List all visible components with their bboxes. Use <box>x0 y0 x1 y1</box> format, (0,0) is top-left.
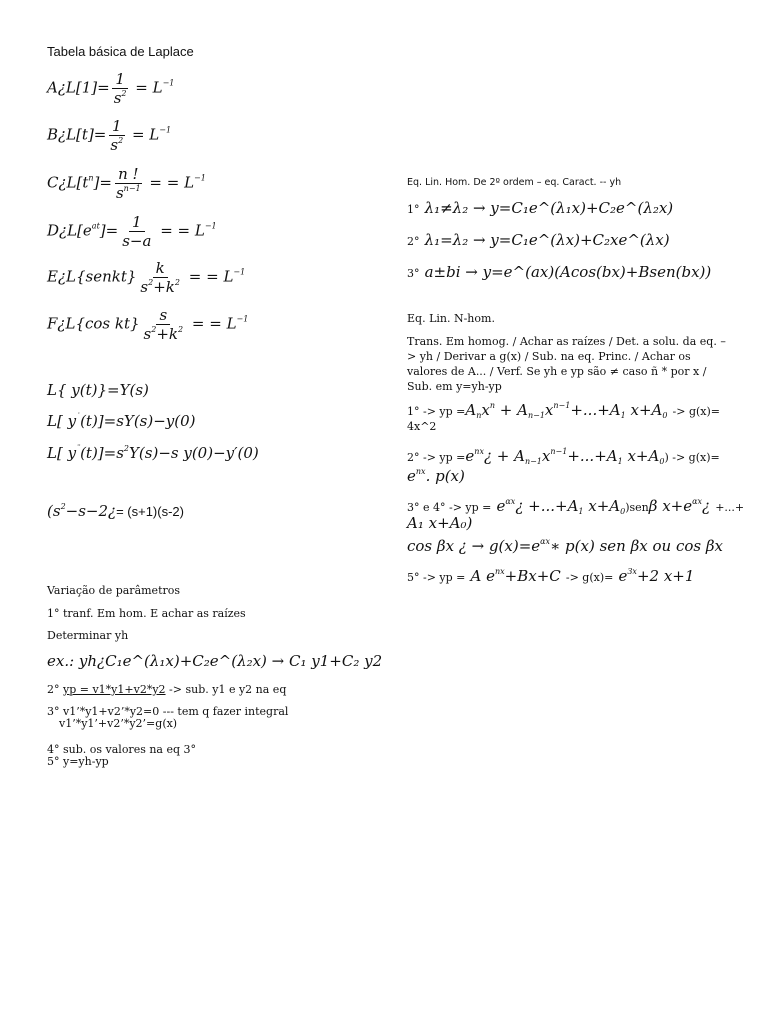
laplace-entry-c: $C¿L[t^n]=$ $\frac{n !}{s^{n-1}}$ = = $L^{-1}$ <box>47 165 206 202</box>
nhom-rule-2: 2° -> yp $=e^{nx}¿ + A_{n-1}x^{n-1}+...+A_1$ $x+A_0) -> g(x)=$ <box>407 447 720 466</box>
variation-step-4: 4° sub. os valores na eq 3° <box>47 743 197 756</box>
nhom-heading: Eq. Lin. N-hom. <box>407 312 495 325</box>
nhom-rule-3-line2: cos βx ¿ → $g(x)=e^{\alpha x}∗$ p(x) sen βx ou cos βx <box>407 537 723 555</box>
laplace-entry-e: E¿L{senkt} $\frac{k}{s^2+k^2}$ = = $L^{-1}$ <box>47 259 246 296</box>
laplace-entry-b: B¿L[t]= $\frac{1}{s^2}$ = $L^{-1}$ <box>47 117 172 154</box>
variation-step-2: 2° yp = v1*y1+v2*y2 -> sub. y1 e y2 na eq <box>47 683 287 696</box>
variation-step-3b: v1’*y1’+v2’*y2’=g(x) <box>59 717 178 730</box>
variation-example: ex.: yh¿C₁e^(λ₁x)+C₂e^(λ₂x) → C₁ y1+C₂ y2 <box>47 652 383 670</box>
deriv-y-prime: L[ y˙(t)]=sY(s)−y(0) <box>47 412 196 430</box>
nhom-rule-5: 5° -> yp = A $e^{nx}+Bx+C -> g(x)= e^{3x}+2$ x+1 <box>407 567 695 585</box>
hom-case-3: 3° a±bi → y=e^(ax)(Acos(bx)+Bsen(bx)) <box>407 263 712 281</box>
hom-case-2: 2° λ₁=λ₂ → y=C₁e^(λx)+C₂xe^(λx) <box>407 231 670 249</box>
deriv-y: L{ y(t)}=Y(s) <box>47 381 149 399</box>
variation-step-1b: Determinar yh <box>47 629 129 642</box>
hom-heading: Eq. Lin. Hom. De 2º ordem – eq. Caract. -- yh <box>407 177 622 188</box>
deriv-y-double-prime: L[ $y^¨(t)]=s^2Y(s)-s$ y(0)−y′(0) <box>47 444 259 462</box>
variation-step-1: 1° tranf. Em hom. E achar as raízes <box>47 607 246 620</box>
laplace-entry-d: $D¿L[e^{at}]=$ $\frac{1}{s-a}$ = = $L^{-1}$ <box>47 213 217 250</box>
page-title: Tabela básica de Laplace <box>47 44 194 59</box>
nhom-rule-3-cont: A₁ x+A₀) <box>407 514 473 532</box>
laplace-entry-a: A¿L[1]= $\frac{1}{s^2}$ = $L^{-1}$ <box>47 70 175 107</box>
variation-step-3: 3° v1’*y1+v2’*y2=0 --- tem q fazer integral <box>47 705 289 718</box>
nhom-procedure: Trans. Em homog. / Achar as raízes / Det. a solu. da eq. –> yh / Derivar a g(x) / Sub. na eq. Princ. / Achar os valores de A... / Verf. Se yh e yp são ≠ caso ñ * por x / Sub. em y=yh-yp <box>407 335 726 393</box>
hom-case-1: 1° λ₁≠λ₂ → y=C₁e^(λ₁x)+C₂e^(λ₂x) <box>407 199 674 217</box>
variation-heading: Variação de parâmetros <box>47 584 181 597</box>
variation-step-5: 5° y=yh-yp <box>47 755 109 768</box>
factorization: ($s^2-s-2¿= (s+1)(s-2)$ <box>47 502 184 520</box>
nhom-rule-1-cont: 4x^2 <box>407 420 437 433</box>
laplace-entry-f: F¿L{cos kt} $\frac{s}{s^2+k^2}$ = = $L^{-1}$ <box>47 306 249 343</box>
nhom-rule-3: 3° e 4° -> yp = $e^{\alpha x}¿ +...+A_1$ $x+A_0)sen\beta$ $x+e^{\alpha x}¿$ +...+ <box>407 497 745 516</box>
nhom-rule-2-cont: $e^{nx}$. p(x) <box>407 467 465 485</box>
nhom-rule-1: 1° -> yp $=A_nx^n + A_{n-1}x^{n-1}+...+A_1$ $x+A_0 -> g(x)=$ <box>407 401 721 420</box>
